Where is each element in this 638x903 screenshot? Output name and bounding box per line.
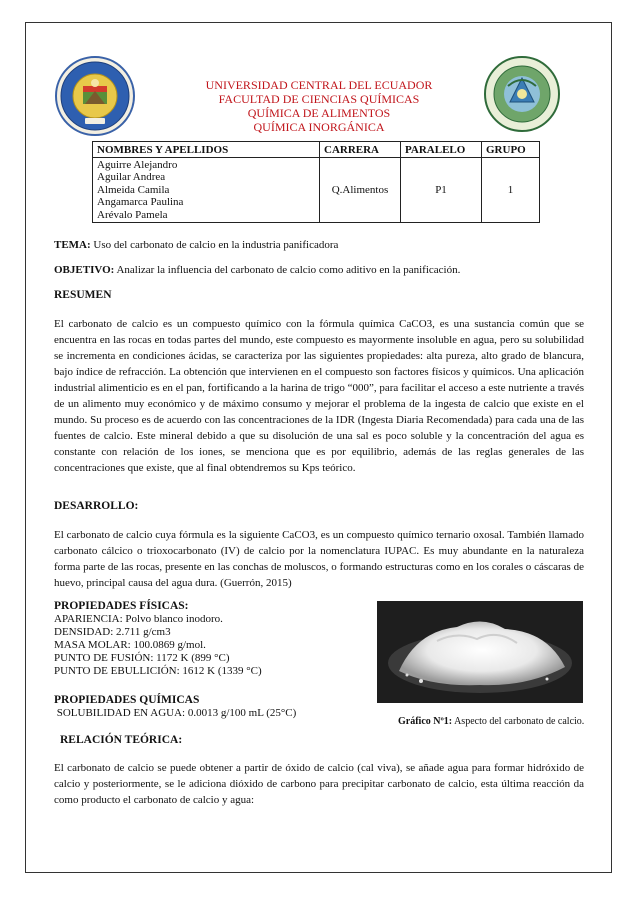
relacion-heading: RELACIÓN TEÓRICA: <box>60 734 183 746</box>
header-names: NOMBRES Y APELLIDOS <box>93 142 320 158</box>
carrera-cell: Q.Alimentos <box>320 158 401 223</box>
tema-text: Uso del carbonato de calcio en la industria panificadora <box>93 239 339 251</box>
propiedades-fisicas <box>54 600 262 678</box>
university-seal-icon <box>55 55 135 137</box>
grupo-cell: 1 <box>482 158 540 223</box>
resumen-text: El carbonato de calcio es un compuesto químico con la fórmula química CaCO3, es una sustancia común que se encuentra en las rocas en todas partes del mundo, este compuesto es mayormente insoluble en agua, pero su solubilidad se incrementa en condiciones ácidas, se caracteriza por las siguientes propiedades: alta pureza, alto grado de blancura, bajo índice de refracción. La obtención que intervienen en el compuesto son factores físicos y químicos. Una aplicación industrial alimenticio es en el pan, fortificando a la harina de trigo “000”, para facilitar el acceso a este nutriente a través de un alimento muy económico y de máximo consumo y mejorar el problema de la ingesta de calcio que existe en el mundo. Su proceso es de acuerdo con las concentraciones de la IDR (Ingesta Diaria Recomendada) para cada una de las fuentes de calcio. Este mineral debido a que su disolución de una sal es poco soluble y la concentración del agua es constante con relación de los iones, se menciona que es por equilibrio, además de las reglas generales de las concentraciones que existe, que al final obtendremos su Kps teórico. <box>54 318 584 474</box>
relacion-text: El carbonato de calcio se puede obtener a partir de óxido de calcio (cal viva), se añade agua para formar hidróxido de calcio y posteriormente, se le adiciona dióxido de carbono para precipitar carbonato de calcio, esta última reacción da como producto el carbonato de calcio y agua: <box>54 762 584 806</box>
tema-label: TEMA: <box>54 239 91 251</box>
desarrollo-text: El carbonato de calcio cuya fórmula es la siguiente CaCO3, es un compuesto químico ternario oxosal. También llamado carbonato cálcico o trioxocarbonato (IV) de calcio por la nomenclatura IUPAC. Es muy abundante en la naturaleza forma parte de las rocas, presente en las conchas de moluscos, o formando estructuras como en los corales o cáscaras de huevo, principal causa del agua dura. (Guerrón, 2015) <box>54 529 584 589</box>
student-name: Aguirre Alejandro <box>97 159 178 171</box>
property-item: DENSIDAD: 2.711 g/cm3 <box>54 626 171 638</box>
table-row <box>93 158 540 223</box>
paralelo-cell: P1 <box>401 158 482 223</box>
header-carrera: CARRERA <box>320 142 401 158</box>
caption-label: Gráfico Nº1: <box>398 716 453 727</box>
desarrollo-heading: DESARROLLO: <box>54 500 139 512</box>
header-paralelo: PARALELO <box>401 142 482 158</box>
property-item: PUNTO DE EBULLICIÓN: 1612 K (1339 °C) <box>54 665 262 677</box>
tema-line <box>54 239 584 251</box>
header-grupo: GRUPO <box>482 142 540 158</box>
faculty-seal-icon <box>484 56 560 132</box>
header-line-university: UNIVERSIDAD CENTRAL DEL ECUADOR <box>205 78 433 92</box>
property-item: PUNTO DE FUSIÓN: 1172 K (899 °C) <box>54 652 230 664</box>
objetivo-text: Analizar la influencia del carbonato de calcio como aditivo en la panificación. <box>116 264 461 276</box>
header-title <box>160 78 478 134</box>
table-header-row <box>93 142 540 158</box>
header-line-faculty: FACULTAD DE CIENCIAS QUÍMICAS <box>218 92 420 106</box>
student-name: Aguilar Andrea <box>97 171 166 184</box>
student-name: Angamarca Paulina <box>97 196 184 209</box>
names-cell <box>93 158 320 223</box>
objetivo-line <box>54 264 584 276</box>
resumen-heading: RESUMEN <box>54 289 112 301</box>
property-item: APARIENCIA: Polvo blanco inodoro. <box>54 613 223 625</box>
header-line-subject: QUÍMICA INORGÁNICA <box>253 120 385 134</box>
property-item: MASA MOLAR: 100.0869 g/mol. <box>54 639 206 651</box>
property-item: SOLUBILIDAD EN AGUA: 0.0013 g/100 mL (25°C) <box>54 707 297 719</box>
student-name: Arévalo Pamela <box>97 208 168 221</box>
calcium-carbonate-photo <box>377 601 583 703</box>
header-line-career: QUÍMICA DE ALIMENTOS <box>247 106 391 120</box>
propiedades-fisicas-heading: PROPIEDADES FÍSICAS: <box>54 600 189 612</box>
student-name: Almeida Camila <box>97 183 170 196</box>
propiedades-quimicas <box>54 694 296 720</box>
students-table <box>92 141 540 223</box>
figure-caption <box>398 716 584 727</box>
objetivo-label: OBJETIVO: <box>54 264 115 276</box>
caption-text: Aspecto del carbonato de calcio. <box>454 716 585 727</box>
propiedades-quimicas-heading: PROPIEDADES QUÍMICAS <box>54 694 200 706</box>
